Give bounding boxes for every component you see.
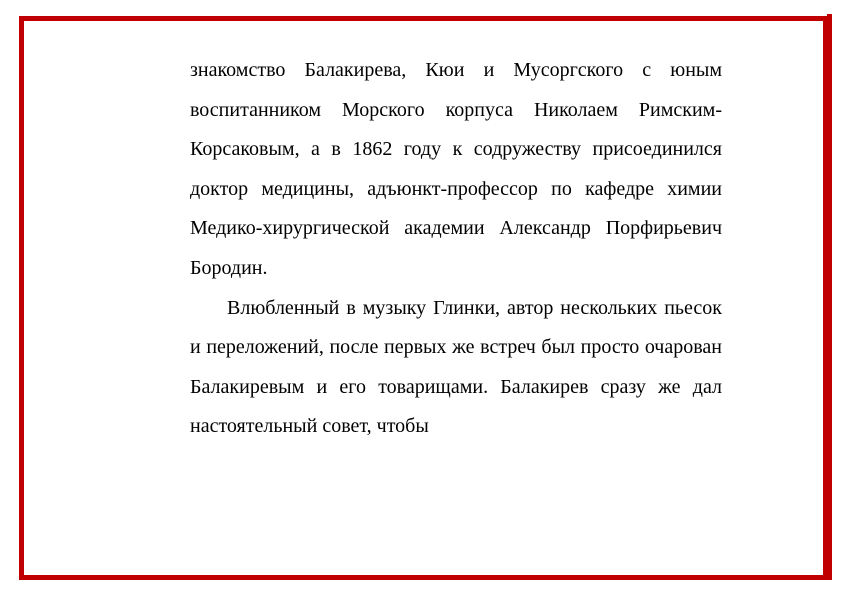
paragraph-1: знакомство Балакирева, Кюи и Мусоргского с юным воспитанником Морского корпуса Николаем Римским-Корсаковым, а в 1862 году к содружеству присоединился доктор медицины, адъюнкт-профессор по кафедре химии Медико-хирургической академии Александр Порфирьевич Бородин. <box>190 59 722 279</box>
paragraph-2: Влюбленный в музыку Глинки, автор нескольких пьесок и переложений, после первых же встреч был просто очарован Балакиревым и его товарищами. Балакирев сразу же дал настоятельный совет, чтобы <box>190 296 722 438</box>
page-body <box>190 51 722 447</box>
